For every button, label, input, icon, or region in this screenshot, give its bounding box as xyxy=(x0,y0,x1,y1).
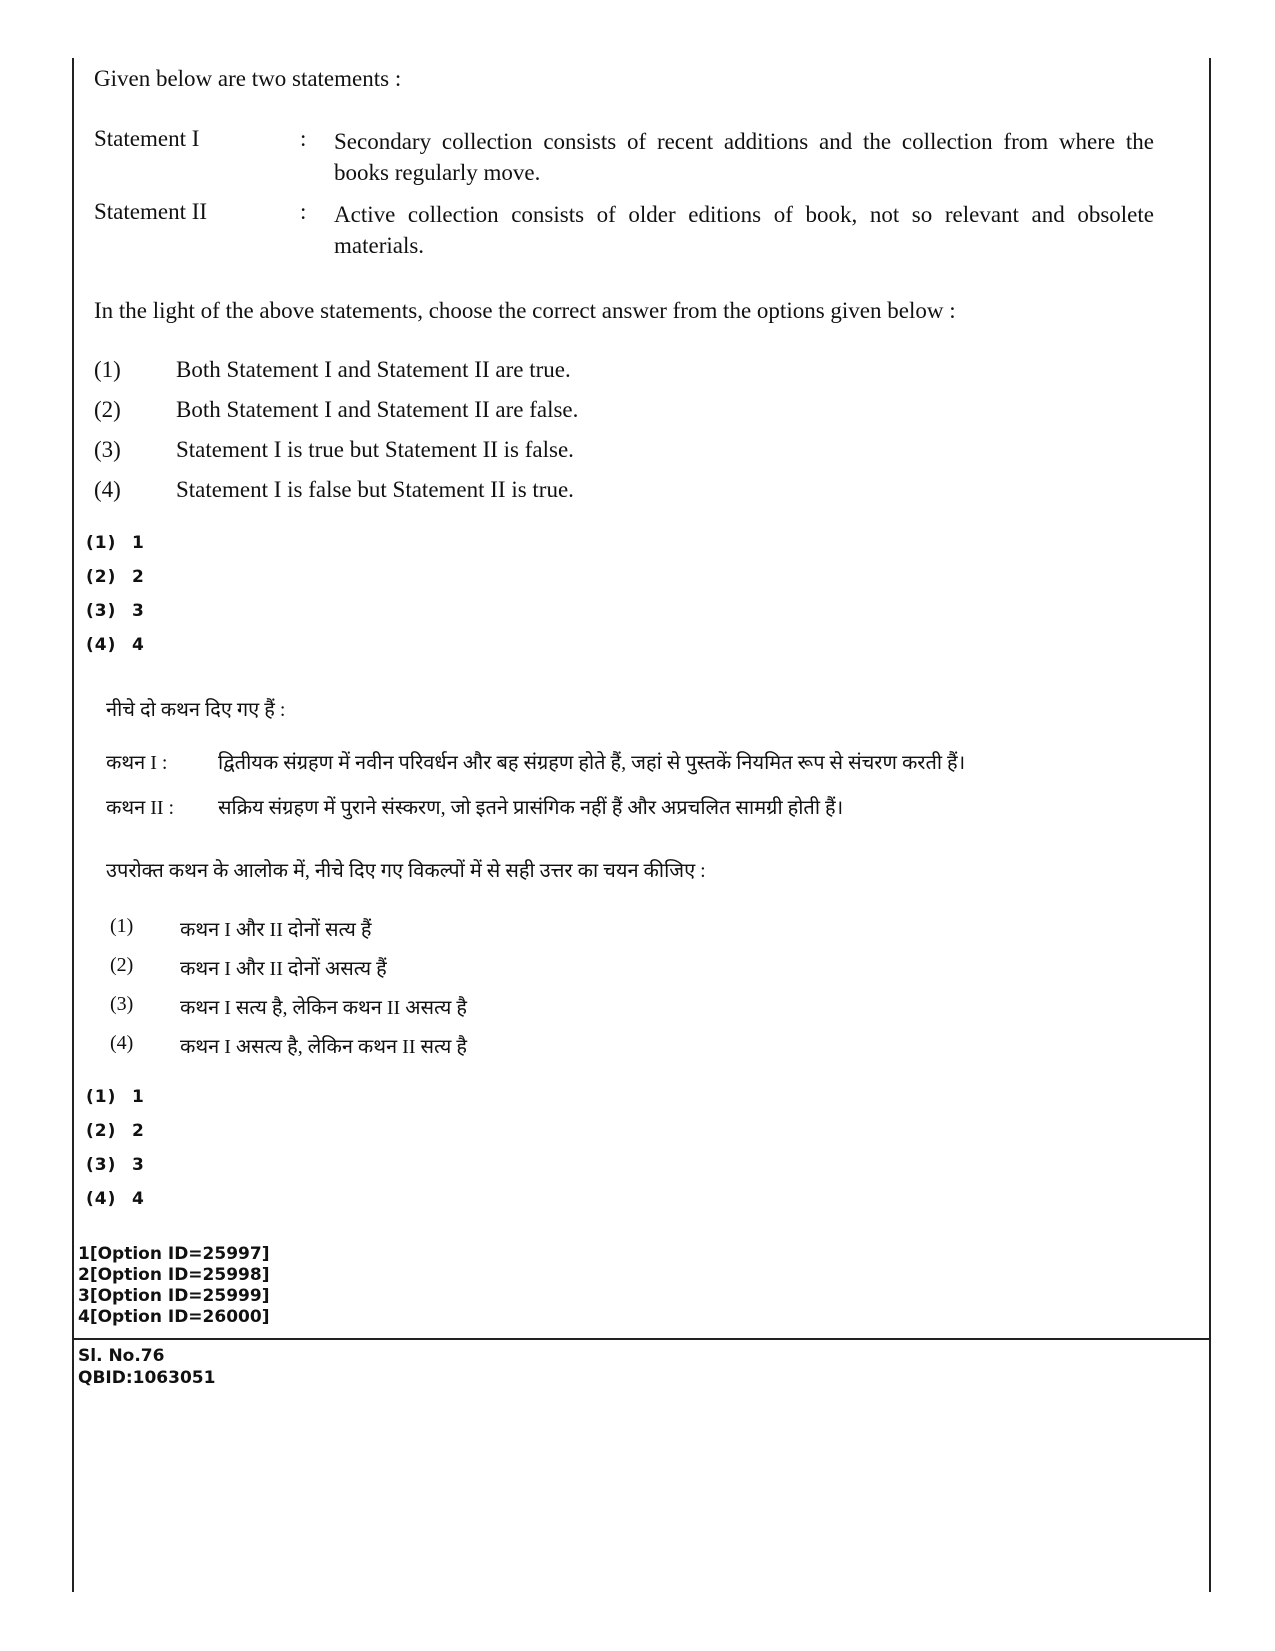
statement-label: Statement I xyxy=(94,126,200,151)
statement-label: Statement II xyxy=(94,199,208,224)
next-question-meta xyxy=(78,1345,215,1389)
answer-number: (3) xyxy=(86,1155,117,1175)
answer-number: (2) xyxy=(86,567,117,587)
option-id: 2[Option ID=25998] xyxy=(78,1265,270,1285)
statement-text: सक्रिय संग्रहण में पुराने संस्करण, जो इतने प्रासंगिक नहीं हैं और अप्रचलित सामग्री होती हैं। xyxy=(218,797,844,819)
question-intro-en: Given below are two statements : xyxy=(94,66,402,91)
option-number: (2) xyxy=(94,397,121,422)
answer-choice-1-hi xyxy=(86,1087,145,1107)
option-number: (4) xyxy=(110,1032,134,1054)
answer-value: 1 xyxy=(132,533,145,553)
answer-number: (1) xyxy=(86,533,117,553)
option-id: 4[Option ID=26000] xyxy=(78,1307,270,1327)
option-number: (3) xyxy=(110,993,134,1015)
answer-value: 2 xyxy=(132,1121,145,1141)
option-id-list xyxy=(78,1244,269,1328)
option-text: कथन I असत्य है, लेकिन कथन II सत्य है xyxy=(180,1036,468,1058)
page-border-right xyxy=(1209,58,1211,1592)
statement-text: Secondary collection consists of recent additions and the collection from where the books regularly move. xyxy=(334,129,1154,185)
statement-text: द्वितीयक संग्रहण में नवीन परिवर्धन और बह संग्रहण होते हैं, जहां से पुस्तकें नियमित रूप से संचरण करती हैं। xyxy=(218,752,966,774)
option-text: Both Statement I and Statement II are true. xyxy=(176,357,571,382)
question-prompt-hi: उपरोक्त कथन के आलोक में, नीचे दिए गए विकल्पों में से सही उत्तर का चयन कीजिए : xyxy=(106,860,706,882)
option-text: कथन I सत्य है, लेकिन कथन II असत्य है xyxy=(180,997,468,1019)
answer-value: 2 xyxy=(132,567,145,587)
answer-choice-3-hi xyxy=(86,1155,145,1175)
answer-number: (3) xyxy=(86,601,117,621)
page-border-left xyxy=(72,58,74,1592)
answer-value: 4 xyxy=(132,1189,145,1209)
statement-colon: : xyxy=(300,199,307,224)
option-number: (1) xyxy=(110,915,134,937)
answer-value: 3 xyxy=(132,601,145,621)
option-number: (3) xyxy=(94,437,121,462)
answer-number: (1) xyxy=(86,1087,117,1107)
option-id: 3[Option ID=25999] xyxy=(78,1286,270,1306)
answer-choice-2-en xyxy=(86,567,145,587)
answer-value: 3 xyxy=(132,1155,145,1175)
statement-label: कथन I : xyxy=(106,752,168,774)
answer-number: (4) xyxy=(86,635,117,655)
option-text: Statement I is true but Statement II is false. xyxy=(176,437,574,462)
option-id: 1[Option ID=25997] xyxy=(78,1244,270,1264)
statement-text: Active collection consists of older editions of book, not so relevant and obsolete materials. xyxy=(334,202,1154,258)
statement-colon: : xyxy=(300,126,307,151)
option-text: कथन I और II दोनों सत्य हैं xyxy=(180,919,372,941)
answer-choice-4-en xyxy=(86,635,145,655)
statement-label: कथन II : xyxy=(106,797,175,819)
option-number: (2) xyxy=(110,954,134,976)
answer-choice-1-en xyxy=(86,533,145,553)
answer-value: 1 xyxy=(132,1087,145,1107)
option-text: Statement I is false but Statement II is true. xyxy=(176,477,574,502)
question-prompt-en: In the light of the above statements, choose the correct answer from the options given below : xyxy=(94,298,956,323)
answer-choice-2-hi xyxy=(86,1121,145,1141)
answer-choice-3-en xyxy=(86,601,145,621)
option-number: (1) xyxy=(94,357,121,382)
option-number: (4) xyxy=(94,477,121,502)
question-intro-hi: नीचे दो कथन दिए गए हैं : xyxy=(106,699,286,721)
option-text: कथन I और II दोनों असत्य हैं xyxy=(180,958,387,980)
option-text: Both Statement I and Statement II are false. xyxy=(176,397,579,422)
question-divider xyxy=(72,1338,1211,1340)
answer-number: (2) xyxy=(86,1121,117,1141)
answer-choice-4-hi xyxy=(86,1189,145,1209)
answer-number: (4) xyxy=(86,1189,117,1209)
serial-number: Sl. No.76 xyxy=(78,1346,165,1366)
answer-value: 4 xyxy=(132,635,145,655)
question-bank-id: QBID:1063051 xyxy=(78,1368,216,1388)
